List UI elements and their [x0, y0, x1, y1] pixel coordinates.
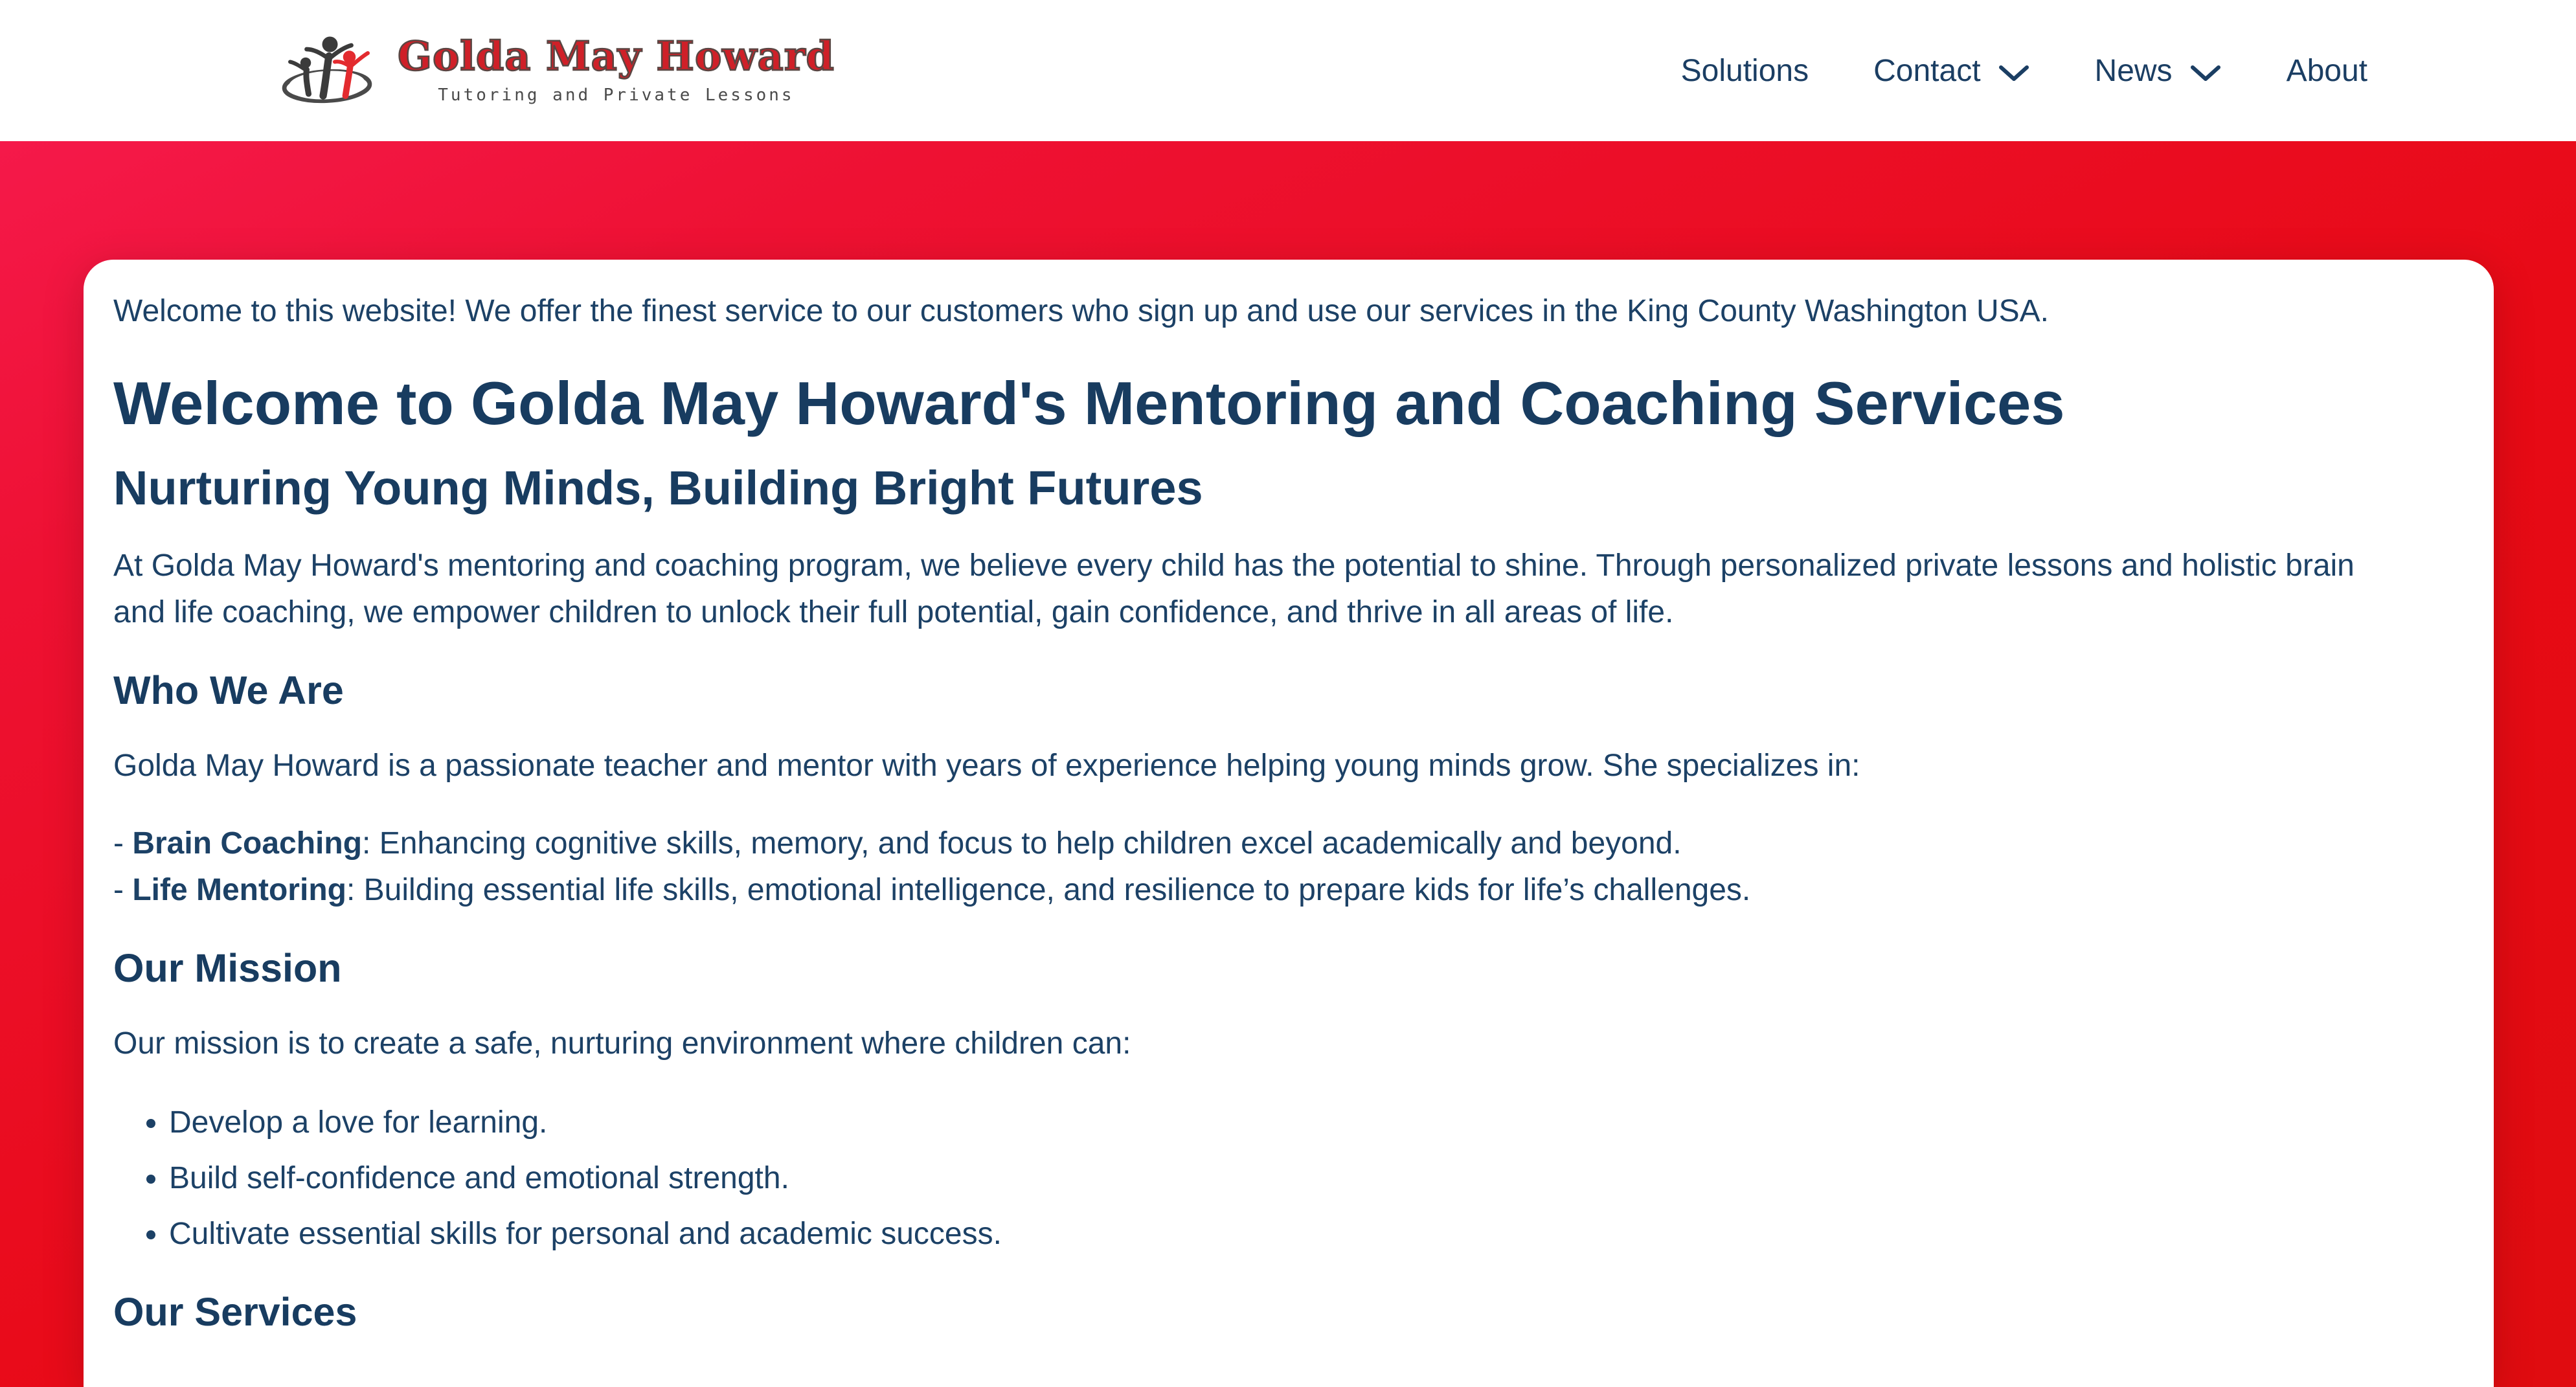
intro-text: Welcome to this website! We offer the finest service to our customers who sign up and use our services in the King County Washington USA. [113, 294, 2050, 328]
specialty-term: Brain Coaching [132, 826, 363, 861]
nav-item-news[interactable] [2095, 53, 2222, 89]
brand-title: Golda May Howard [398, 32, 835, 80]
dash-prefix: - [113, 873, 133, 907]
hero-red-background [0, 141, 2576, 1387]
chevron-down-icon [2189, 58, 2222, 83]
main-nav [1681, 53, 2367, 89]
list-item: • Build self-confidence and emotional strength. [169, 1155, 2410, 1202]
page-subtitle: Nurturing Young Minds, Building Bright Futures [113, 461, 1203, 515]
lead-paragraph: At Golda May Howard's mentoring and coaching program, we believe every child has the potential to shine. Through personalized private lessons and holistic brain and life coaching, we empower children to unlock their full potential, gain confidence, and thrive in all areas of life. [113, 548, 2355, 629]
nav-item-label: News [2094, 53, 2173, 88]
site-header [0, 0, 2576, 141]
list-item: • Develop a love for learning. [169, 1099, 2410, 1146]
specialty-description: : Enhancing cognitive skills, memory, and focus to help children excel academically and beyond. [362, 826, 1682, 861]
brand-subtitle: Tutoring and Private Lessons [438, 85, 795, 105]
chevron-down-icon [1998, 58, 2030, 83]
dash-prefix: - [113, 826, 133, 861]
brand-text [398, 32, 835, 105]
brand-logo-link[interactable] [278, 22, 835, 119]
section-heading-our-services: Our Services [113, 1290, 357, 1334]
specialty-term: Life Mentoring [132, 873, 346, 907]
specialty-description: : Building essential life skills, emotional intelligence, and resilience to prepare kids for life’s challenges. [346, 873, 1751, 907]
mission-body: Our mission is to create a safe, nurturing environment where children can: [113, 1026, 1131, 1061]
list-item: • Cultivate essential skills for personal and academic success. [169, 1211, 2410, 1257]
mission-bullet-list [113, 1099, 2410, 1257]
section-heading-who-we-are: Who We Are [113, 668, 344, 712]
nav-item-label: Solutions [1680, 53, 1809, 88]
section-heading-our-mission: Our Mission [113, 946, 342, 990]
nav-item-label: Contact [1873, 53, 1981, 88]
page-title: Welcome to Golda May Howard's Mentoring and Coaching Services [113, 369, 2065, 437]
nav-item-label: About [2286, 53, 2367, 88]
brand-logo-icon [278, 22, 376, 119]
nav-item-solutions[interactable] [1681, 53, 1809, 89]
content-card [84, 260, 2494, 1387]
nav-item-contact[interactable] [1873, 53, 2029, 89]
specialty-line-brain-coaching [113, 820, 2410, 914]
nav-item-about[interactable] [2287, 53, 2367, 89]
who-we-are-body: Golda May Howard is a passionate teacher and mentor with years of experience helping young minds grow. She specializes in: [113, 749, 1860, 783]
